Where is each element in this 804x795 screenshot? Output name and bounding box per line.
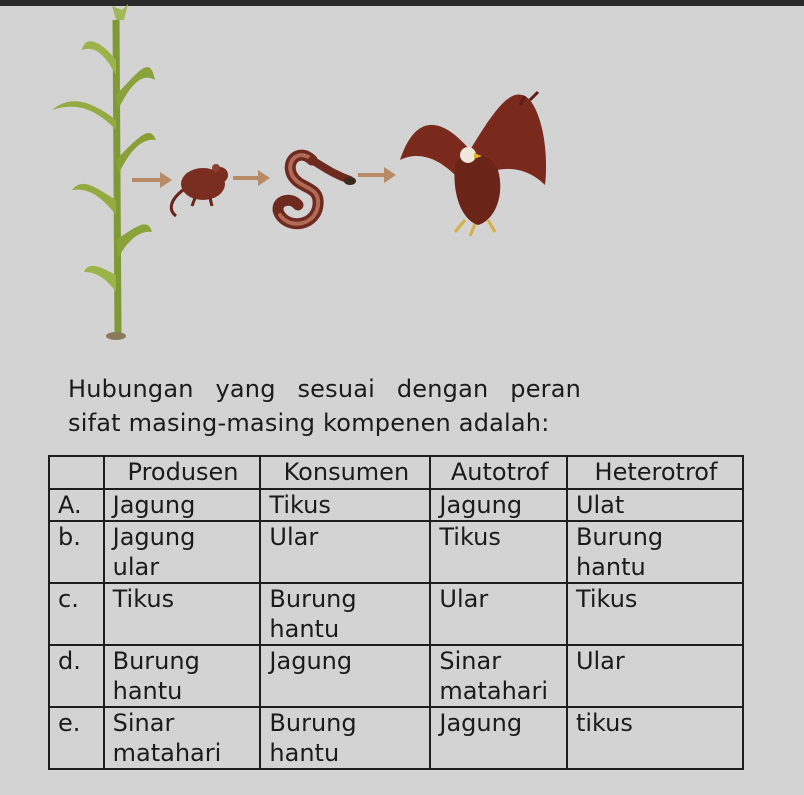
cell-autotrof [430,583,567,645]
cell-text: Tikus [439,523,501,551]
table-row [49,583,743,645]
cell-produsen [104,707,261,769]
header-option [49,456,104,489]
cell-text: hantu [269,739,340,767]
cell-text: Tikus [112,585,175,613]
header-konsumen: Konsumen [260,456,430,489]
cell-heterotrof [567,645,743,707]
option-label: e. [49,707,104,769]
cell-text: Ular [575,647,625,675]
cell-text: hantu [575,553,646,581]
cell-autotrof [430,489,567,521]
cell-text: Sinar [112,709,175,737]
cell-konsumen [260,521,430,583]
option-label: b. [49,521,104,583]
cell-text: hantu [269,615,340,643]
table-row [49,707,743,769]
arrow-icon [358,167,396,183]
cell-autotrof [430,645,567,707]
cell-text: matahari [112,739,222,767]
header-heterotrof: Heterotrof [567,456,743,489]
cell-text: Ulat [575,491,625,519]
question-text [68,372,728,440]
cell-autotrof [430,521,567,583]
cell-produsen [104,489,261,521]
cell-konsumen [260,707,430,769]
arrow-icon [132,172,172,188]
cell-text: Ular [269,523,319,551]
cell-text: hantu [112,677,183,705]
cell-heterotrof [567,707,743,769]
table-row [49,645,743,707]
table-header-row [49,456,743,489]
answer-table [48,455,744,770]
cell-text: Sinar [439,647,502,675]
cell-produsen [104,583,261,645]
corn-plant-icon [52,4,156,340]
eagle-icon [400,92,546,236]
cell-konsumen [260,645,430,707]
cell-heterotrof [567,489,743,521]
cell-text: Burung [269,585,357,613]
cell-text: Jagung [112,491,196,519]
cell-produsen [104,645,261,707]
cell-text: Ular [439,585,489,613]
cell-text: Tikus [575,585,638,613]
cell-text: ular [112,553,160,581]
table-row [49,489,743,521]
cell-konsumen [260,489,430,521]
food-chain-illustration [0,0,804,350]
cell-text: tikus [575,709,633,737]
cell-heterotrof [567,583,743,645]
cell-text: Jagung [112,523,196,551]
cell-text: Burung [575,523,664,551]
snake-icon [278,155,356,224]
cell-text: Tikus [269,491,331,519]
arrow-icon [233,170,270,186]
table-row [49,521,743,583]
option-label: c. [49,583,104,645]
header-autotrof: Autotrof [430,456,567,489]
cell-text: matahari [439,677,549,705]
cell-konsumen [260,583,430,645]
cell-autotrof [430,707,567,769]
cell-heterotrof [567,521,743,583]
cell-text: Jagung [439,709,523,737]
cell-text: Jagung [439,491,523,519]
header-produsen: Produsen [104,456,261,489]
option-label: d. [49,645,104,707]
cell-produsen [104,521,261,583]
cell-text: Burung [269,709,357,737]
cell-text: Burung [112,647,200,675]
cell-text: Jagung [269,647,353,675]
question-line-1: Hubungan yang sesuai dengan peran [68,375,582,403]
question-line-2: sifat masing-masing kompenen adalah: [68,409,550,437]
option-label: A. [49,489,104,521]
mouse-icon [171,164,228,216]
